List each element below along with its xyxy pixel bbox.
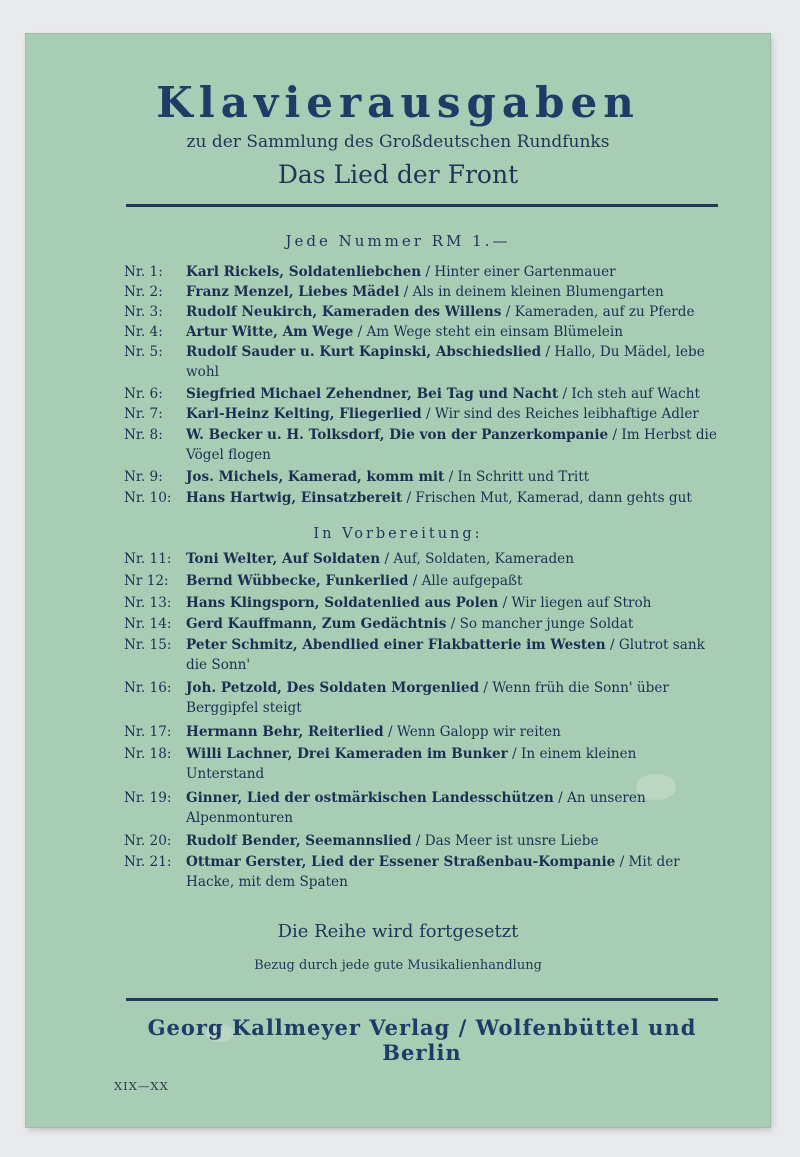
entry-number: Nr. 19: <box>124 790 172 806</box>
entry-subtitle: / Im Herbst die Vögel flogen <box>186 427 717 463</box>
list-item <box>124 614 718 634</box>
in-preparation-heading: In Vorbereitung: <box>313 526 483 542</box>
entry-title: Peter Schmitz, Abendlied einer Flakbatterie im Westen <box>186 637 606 653</box>
list-item <box>124 571 718 591</box>
entry-subtitle: / Das Meer ist unsre Liebe <box>411 833 599 849</box>
entry-subtitle: / Hallo, Du Mädel, lebe wohl <box>186 344 705 380</box>
entry-number: Nr. 2: <box>124 284 163 300</box>
list-item <box>124 384 718 404</box>
list-item <box>124 852 718 892</box>
price-line: Jede Nummer RM 1.— <box>285 232 511 250</box>
entry-subtitle: / Auf, Soldaten, Kameraden <box>380 551 574 567</box>
entry-number: Nr. 21: <box>124 854 172 870</box>
list-item <box>124 722 718 742</box>
list-item <box>124 302 718 322</box>
entry-subtitle: / Am Wege steht ein einsam Blümelein <box>353 324 623 340</box>
series-name: Das Lied der Front <box>277 160 519 189</box>
entry-title: Ginner, Lied der ostmärkischen Landesschützen <box>186 790 554 806</box>
entry-title: Toni Welter, Auf Soldaten <box>186 551 381 567</box>
entry-subtitle: / So mancher junge Soldat <box>446 616 634 632</box>
entry-title: Rudolf Bender, Seemannslied <box>186 833 412 849</box>
entry-number: Nr. 9: <box>124 469 163 485</box>
entry-title: Karl-Heinz Kelting, Fliegerlied <box>186 406 422 422</box>
entry-subtitle: / Hinter einer Gartenmauer <box>421 264 616 280</box>
entry-number: Nr. 11: <box>124 551 172 567</box>
list-item <box>124 549 718 569</box>
list-item <box>124 467 718 487</box>
divider-top <box>126 204 718 207</box>
list-item <box>124 322 718 342</box>
entry-number: Nr. 18: <box>124 746 172 762</box>
list-item <box>124 744 718 784</box>
entry-number: Nr. 17: <box>124 724 172 740</box>
entry-number: Nr. 7: <box>124 406 163 422</box>
entry-number: Nr. 4: <box>124 324 163 340</box>
entry-subtitle: / Glutrot sank die Sonn' <box>186 637 705 673</box>
entry-subtitle: / Frischen Mut, Kamerad, dann gehts gut <box>402 490 692 506</box>
list-item <box>124 678 718 718</box>
entry-title: Franz Menzel, Liebes Mädel <box>186 284 400 300</box>
publisher-line: Georg Kallmeyer Verlag / Wolfenbüttel und Berlin <box>147 1015 697 1065</box>
entry-subtitle: / Ich steh auf Wacht <box>558 386 700 402</box>
entry-title: Karl Rickels, Soldatenliebchen <box>186 264 422 280</box>
entry-subtitle: / Mit der Hacke, mit dem Spaten <box>186 854 680 890</box>
entry-title: Hans Klingsporn, Soldatenlied aus Polen <box>186 595 499 611</box>
entry-title: Ottmar Gerster, Lied der Essener Straßenbau-Kompanie <box>186 854 616 870</box>
entry-title: Gerd Kauffmann, Zum Gedächtnis <box>186 616 447 632</box>
entry-number: Nr. 16: <box>124 680 172 696</box>
entry-subtitle: / Wenn früh die Sonn' über Berggipfel steigt <box>186 680 669 716</box>
entry-title: Bernd Wübbecke, Funkerlied <box>186 573 409 589</box>
entry-subtitle: / Kameraden, auf zu Pferde <box>501 304 695 320</box>
divider-bottom <box>126 998 718 1001</box>
entry-title: Jos. Michels, Kamerad, komm mit <box>186 469 445 485</box>
entry-number: Nr. 15: <box>124 637 172 653</box>
list-item <box>124 425 718 465</box>
list-item <box>124 488 718 508</box>
entry-number: Nr 12: <box>124 573 169 589</box>
entry-number: Nr. 14: <box>124 616 172 632</box>
entry-number: Nr. 20: <box>124 833 172 849</box>
entry-title: Artur Witte, Am Wege <box>186 324 354 340</box>
entry-subtitle: / Alle aufgepaßt <box>408 573 523 589</box>
entry-subtitle: / In einem kleinen Unterstand <box>186 746 637 782</box>
entry-title: Hermann Behr, Reiterlied <box>186 724 384 740</box>
entry-title: Willi Lachner, Drei Kameraden im Bunker <box>186 746 508 762</box>
list-item <box>124 593 718 613</box>
entry-number: Nr. 10: <box>124 490 172 506</box>
entry-subtitle: / In Schritt und Tritt <box>444 469 590 485</box>
print-code: XIX—XX <box>114 1079 169 1093</box>
entry-title: Joh. Petzold, Des Soldaten Morgenlied <box>186 680 480 696</box>
list-item <box>124 282 718 302</box>
series-continued-note: Die Reihe wird fortgesetzt <box>277 921 519 942</box>
entry-number: Nr. 3: <box>124 304 163 320</box>
entry-subtitle: / An unseren Alpenmonturen <box>186 790 646 826</box>
entry-number: Nr. 13: <box>124 595 172 611</box>
list-item <box>124 262 718 282</box>
entry-subtitle: / Wir liegen auf Stroh <box>498 595 652 611</box>
entry-subtitle: / Wenn Galopp wir reiten <box>383 724 561 740</box>
list-item <box>124 404 718 424</box>
list-item <box>124 831 718 851</box>
supply-note: Bezug durch jede gute Musikalienhandlung <box>254 958 542 973</box>
entry-number: Nr. 8: <box>124 427 163 443</box>
entry-number: Nr. 6: <box>124 386 163 402</box>
entry-title: W. Becker u. H. Tolksdorf, Die von der Panzerkompanie <box>186 427 609 443</box>
page-subtitle: zu der Sammlung des Großdeutschen Rundfunks <box>186 132 610 152</box>
entry-number: Nr. 1: <box>124 264 163 280</box>
entry-title: Hans Hartwig, Einsatzbereit <box>186 490 403 506</box>
list-item <box>124 788 718 828</box>
list-item <box>124 635 718 675</box>
entry-title: Rudolf Neukirch, Kameraden des Willens <box>186 304 502 320</box>
booklet-back-cover <box>26 34 770 1127</box>
entry-number: Nr. 5: <box>124 344 163 360</box>
list-item <box>124 342 718 382</box>
page-title: Klavierausgaben <box>156 78 640 127</box>
entry-title: Siegfried Michael Zehendner, Bei Tag und Nacht <box>186 386 559 402</box>
entry-subtitle: / Wir sind des Reiches leibhaftige Adler <box>421 406 699 422</box>
entry-title: Rudolf Sauder u. Kurt Kapinski, Abschiedslied <box>186 344 542 360</box>
entry-subtitle: / Als in deinem kleinen Blumengarten <box>399 284 664 300</box>
